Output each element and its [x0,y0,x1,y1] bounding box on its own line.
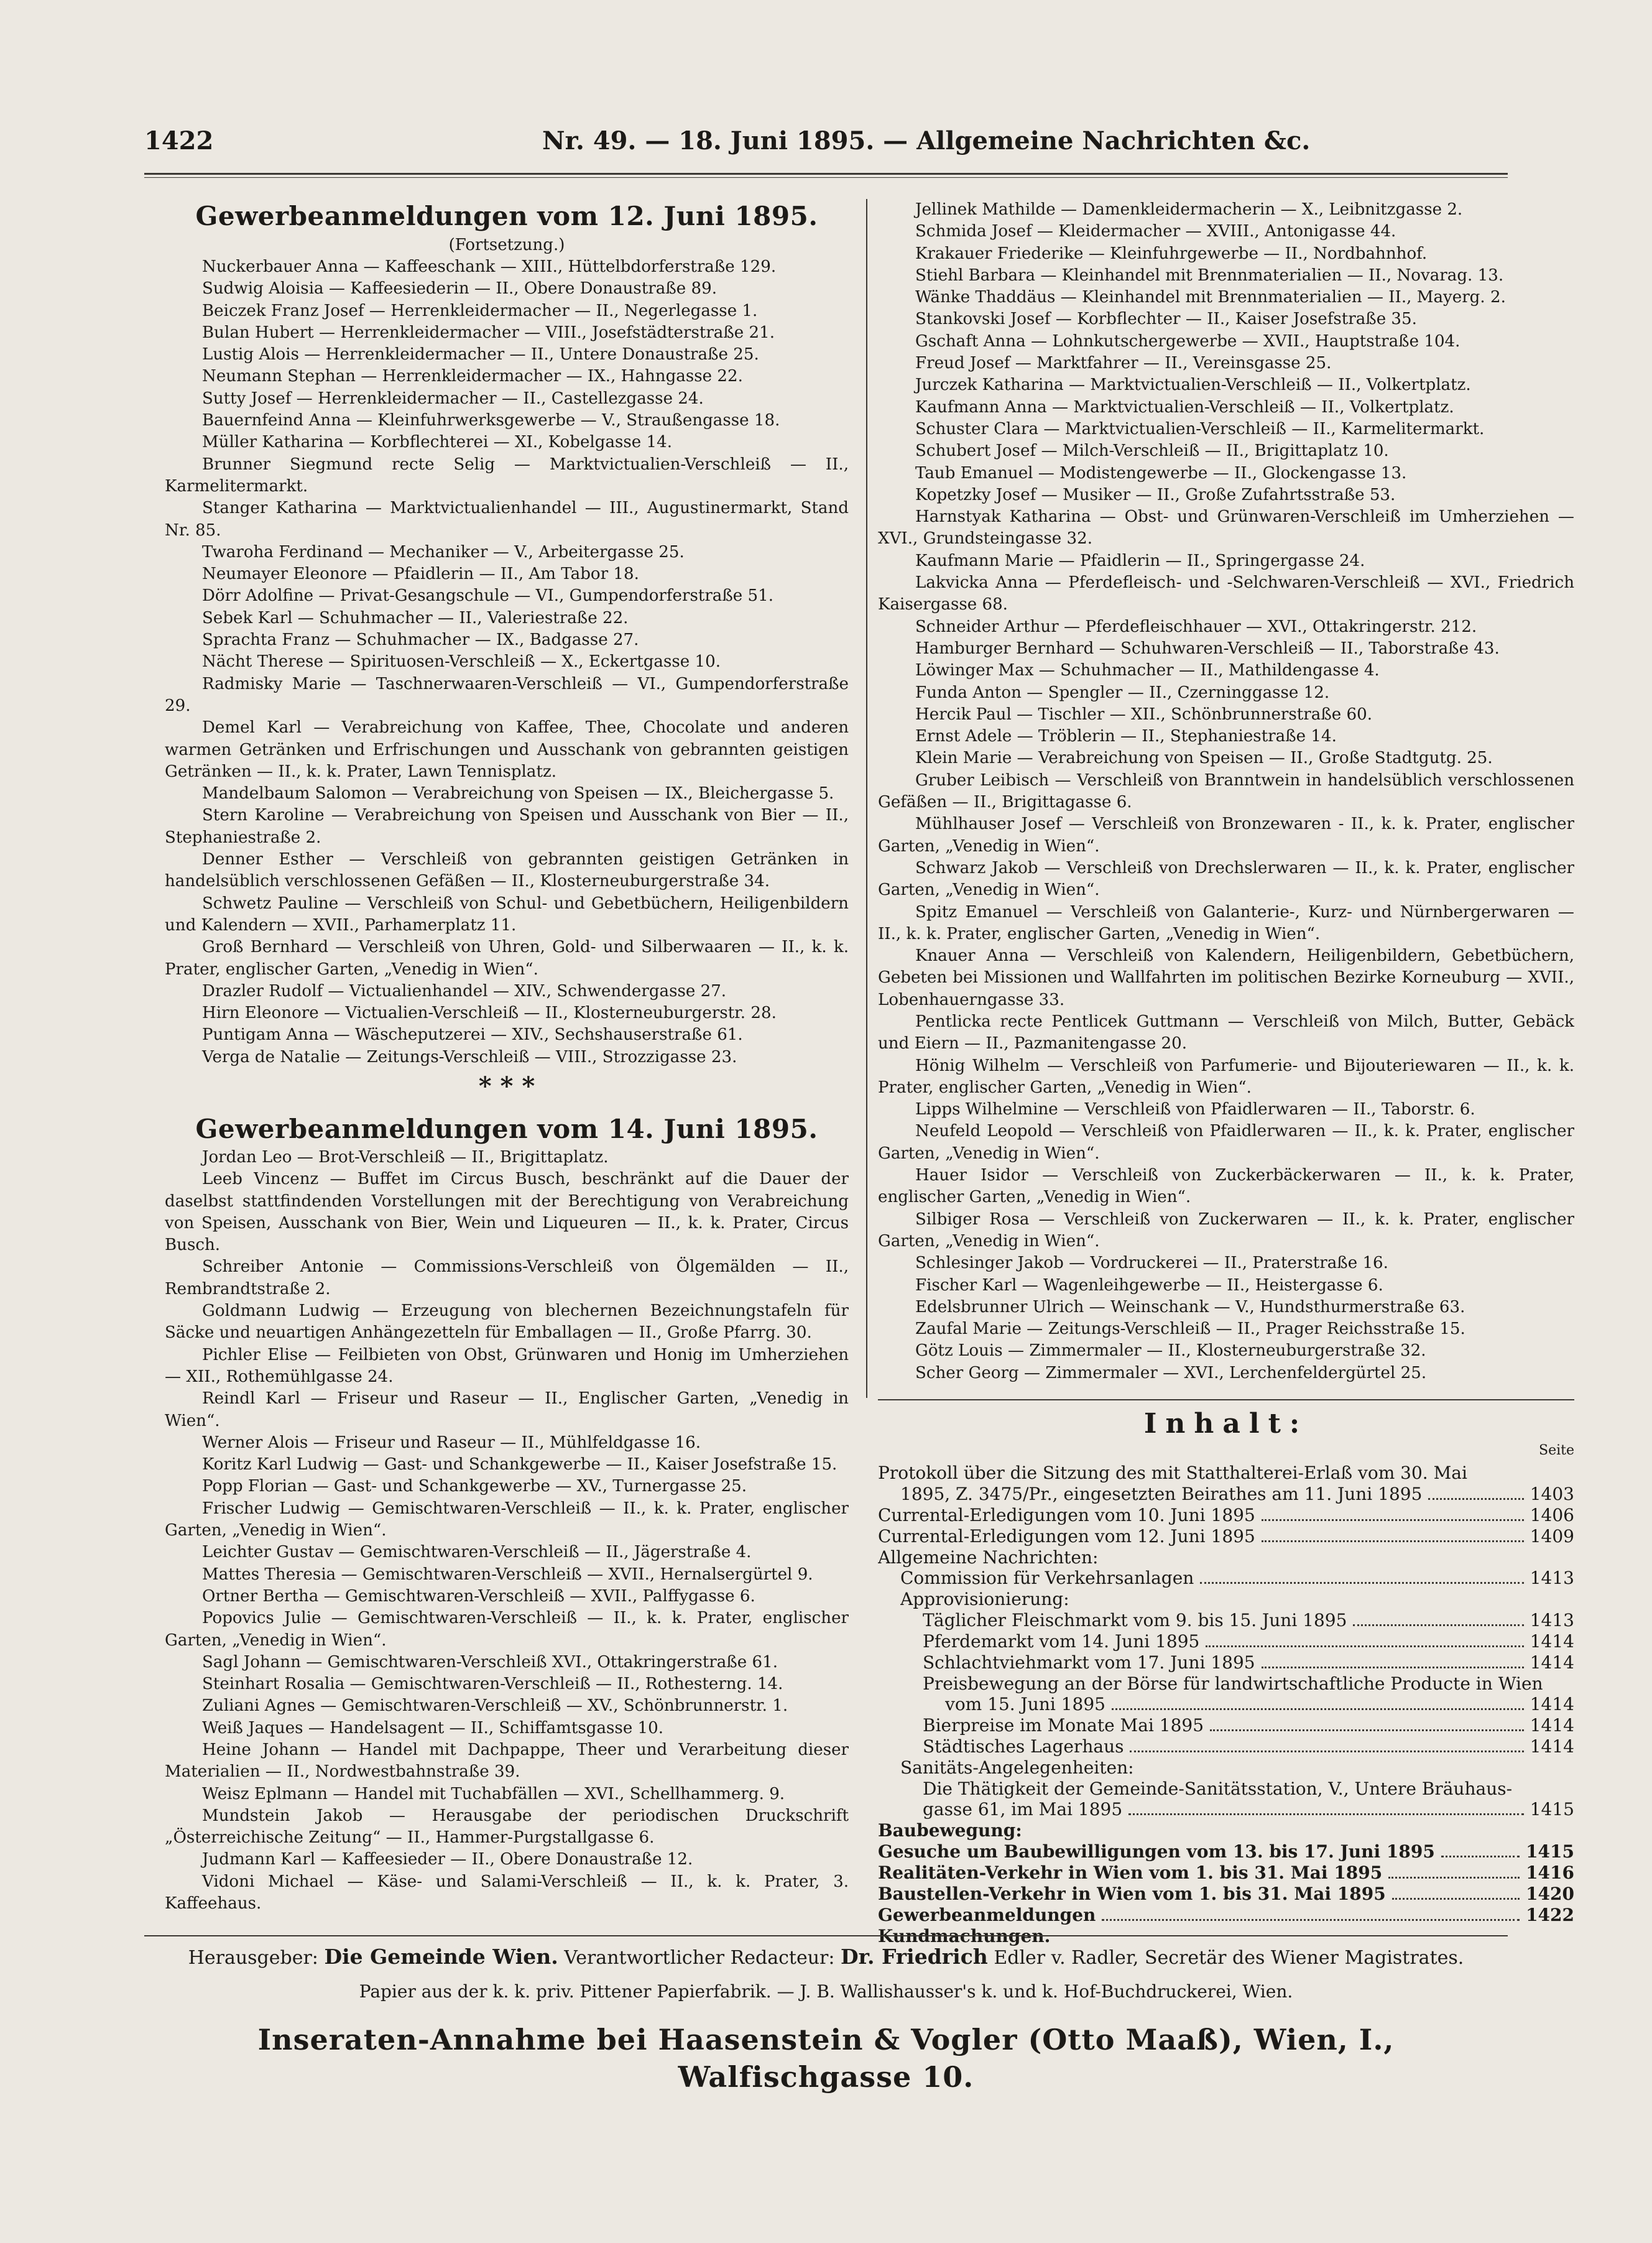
list-item: Heine Johann — Handel mit Dachpappe, Theer und Verarbeitung dieser Materialien — II., Nordwestbahnstraße 39. [165,1741,849,1782]
toc-row [878,1610,1574,1631]
continuation-note: (Fortsetzung.) [448,236,565,254]
list-item: Schlesinger Jakob — Vordruckerei — II., Praterstraße 16. [915,1254,1388,1273]
list-item: Reindl Karl — Friseur und Raseur — II., Englischer Garten, „Venedig in Wien“. [165,1389,849,1430]
toc-seite-label: Seite [1539,1443,1574,1458]
list-item: Schmida Josef — Kleidermacher — XVIII., Antonigasse 44. [915,222,1396,241]
list-item: Müller Katharina — Korbflechterei — XI., Kobelgasse 14. [202,433,673,452]
toc-row [878,1505,1574,1526]
footer-rule [144,1935,1508,1936]
imprint-line [144,1943,1508,1972]
toc-entry-text: Bierpreise im Monate Mai 1895 [923,1715,1204,1736]
toc-row [878,1547,1574,1568]
toc-row [878,1799,1574,1820]
toc-row [878,1905,1574,1926]
list-item: Krakauer Friederike — Kleinfuhrgewerbe — II., Nordbahnhof. [915,244,1428,263]
list-item: Leichter Gustav — Gemischtwaren-Verschleiß — II., Jägerstraße 4. [202,1543,752,1562]
toc-row [878,1589,1574,1610]
list-item: Freud Josef — Marktfahrer — II., Vereinsgasse 25. [915,354,1332,373]
list-item: Drazler Rudolf — Victualienhandel — XIV., Schwendergasse 27. [202,981,727,1001]
list-item: Neumann Stephan — Herrenkleidermacher — IX., Hahngasse 22. [202,367,743,386]
list-item: Zaufal Marie — Zeitungs-Verschleiß — II., Prager Reichsstraße 15. [915,1320,1465,1339]
toc-row [878,1526,1574,1547]
list-item: Nuckerbauer Anna — Kaffeeschank — XIII., Hüttelbdorferstraße 129. [202,257,777,276]
toc-entry-text: Preisbewegung an der Börse für landwirtschaftliche Producte in Wien [923,1673,1543,1694]
list-item: Harnstyak Katharina — Obst- und Grünwaren-Verschleiß im Umherziehen — XVI., Grundsteingasse 32. [878,507,1574,548]
list-item: Sudwig Aloisia — Kaffeesiederin — II., Obere Donaustraße 89. [202,279,718,298]
toc-leader-dots [1428,1498,1523,1500]
toc-row [878,1841,1574,1862]
printer-line: Papier aus der k. k. priv. Pittener Papierfabrik. — J. B. Wallishausser's k. und k. Hof-Buchdruckerei, Wien. [359,1981,1293,2002]
entries-12-juni [165,256,849,1068]
toc-leader-dots [1102,1919,1520,1921]
list-item: Kopetzky Josef — Musiker — II., Große Zufahrtsstraße 53. [915,485,1396,504]
toc-rows [878,1463,1574,1946]
list-item: Nächt Therese — Spirituosen-Verschleiß — X., Eckertgasse 10. [202,652,721,672]
toc-entry-text: Städtisches Lagerhaus [923,1736,1124,1757]
toc-row [878,1778,1574,1800]
running-head [144,121,1508,159]
toc-row [878,1715,1574,1736]
toc-page-number: 1416 [1526,1862,1574,1883]
toc-leader-dots [1128,1813,1524,1815]
list-item: Zuliani Agnes — Gemischtwaren-Verschleiß — XV., Schönbrunnerstr. 1. [202,1696,788,1716]
list-item: Neufeld Leopold — Verschleiß von Pfaidlerwaren — II., k. k. Prater, englischer Garten, „Venedig in Wien“. [878,1122,1574,1163]
list-item: Götz Louis — Zimmermaler — II., Klosterneuburgerstraße 32. [915,1341,1426,1361]
toc-entry-text: Baubewegung: [878,1820,1022,1841]
list-item: Dörr Adolfine — Privat-Gesangschule — VI., Gumpendorferstraße 51. [202,586,774,606]
toc-row [878,1736,1574,1757]
list-item: Mühlhauser Josef — Verschleiß von Bronzewaren - II., k. k. Prater, englischer Garten, „Venedig in Wien“. [878,815,1574,856]
entries-right [878,199,1574,1384]
list-item: Pichler Elise — Feilbieten von Obst, Grünwaren und Honig im Umherziehen — XII., Rothemühlgasse 24. [165,1345,849,1386]
right-column [878,199,1574,1384]
list-item: Hercik Paul — Tischler — XII., Schönbrunnerstraße 60. [915,705,1372,724]
section-heading-12-juni: Gewerbeanmeldungen vom 12. Juni 1895. [195,201,818,231]
toc-leader-dots [1441,1856,1520,1857]
list-item: Popp Florian — Gast- und Schankgewerbe — XV., Turnergasse 25. [202,1477,747,1496]
list-item: Stern Karoline — Verabreichung von Speisen und Ausschank von Bier — II., Stephaniestraße 2. [165,806,849,847]
list-item: Löwinger Max — Schuhmacher — II., Mathildengasse 4. [915,661,1380,680]
toc-entry-text: Realitäten-Verkehr in Wien vom 1. bis 31. Mai 1895 [878,1862,1383,1883]
list-item: Leeb Vincenz — Buffet im Circus Busch, beschränkt auf die Dauer der daselbst stattfindenden Vorstellungen mit der Berechtigung von Verabreichung von Speisen, Ausschank von Bier, Wein und Liqueuren — II., k. k. Prater, Circus Busch. [165,1170,849,1255]
toc-page-number: 1420 [1526,1883,1574,1904]
toc-page-number: 1415 [1530,1799,1574,1820]
section-separator: * * * [478,1071,535,1101]
list-item: Mandelbaum Salomon — Verabreichung von Speisen — IX., Bleichergasse 5. [202,784,834,803]
list-item: Sebek Karl — Schuhmacher — II., Valeriestraße 22. [202,608,629,627]
list-item: Weisz Eplmann — Handel mit Tuchabfällen — XVI., Schellhammerg. 9. [202,1784,785,1803]
list-item: Demel Karl — Verabreichung von Kaffee, Thee, Chocolate und anderen warmen Getränken und Erfrischungen und Ausschank von gebrannten geistigen Getränken — II., k. k. Prater, Lawn Tennisplatz. [165,718,849,781]
list-item: Hirn Eleonore — Victualien-Verschleiß — II., Klosterneuburgerstr. 28. [202,1004,777,1023]
list-item: Wänke Thaddäus — Kleinhandel mit Brennmaterialien — II., Mayerg. 2. [915,288,1506,307]
list-item: Puntigam Anna — Wäscheputzerei — XIV., Sechshauserstraße 61. [202,1025,743,1045]
list-item: Koritz Karl Ludwig — Gast- und Schankgewerbe — II., Kaiser Josefstraße 15. [202,1455,838,1474]
list-item: Schwarz Jakob — Verschleiß von Drechslerwaren — II., k. k. Prater, englischer Garten, „Venedig in Wien“. [878,858,1574,900]
list-item: Schubert Josef — Milch-Verschleiß — II., Brigittaplatz 10. [915,442,1389,461]
toc-page-number: 1409 [1530,1525,1574,1547]
list-item: Beiczek Franz Josef — Herrenkleidermacher — II., Negerlegasse 1. [202,301,758,320]
toc-row [878,1652,1574,1673]
toc-page-number: 1414 [1530,1694,1574,1714]
list-item: Werner Alois — Friseur und Raseur — II., Mühlfeldgasse 16. [202,1433,701,1452]
list-item: Steinhart Rosalia — Gemischtwaren-Verschleiß — II., Rothesterng. 14. [202,1675,783,1694]
header-rule [144,173,1508,175]
imprint-prefix: Herausgeber: [188,1947,325,1969]
list-item: Schuster Clara — Marktvictualien-Verschleiß — II., Karmelitermarkt. [915,419,1485,438]
list-item: Stanger Katharina — Marktvictualienhandel — III., Augustinermarkt, Stand Nr. 85. [165,499,849,540]
column-divider [866,199,867,1398]
toc-page-number: 1413 [1530,1609,1574,1630]
list-item: Lakvicka Anna — Pferdefleisch- und -Selchwaren-Verschleiß — XVI., Friedrich Kaisergasse 68. [878,573,1574,614]
toc-leader-dots [1262,1667,1524,1668]
toc-leader-dots [1206,1645,1523,1647]
toc-leader-dots [1210,1729,1524,1731]
list-item: Klein Marie — Verabreichung von Speisen — II., Große Stadtgutg. 25. [915,749,1493,768]
toc-row [878,1484,1574,1505]
list-item: Schwetz Pauline — Verschleiß von Schul- und Gebetbüchern, Heiligenbildern und Kalendern — XVII., Parhamerplatz 11. [165,894,849,935]
list-item: Gruber Leibisch — Verschleiß von Branntwein in handelsüblich verschlossenen Gefäßen — II., Brigittagasse 6. [878,770,1574,812]
list-item: Brunner Siegmund recte Selig — Marktvictualien-Verschleiß — II., Karmelitermarkt. [165,455,849,496]
toc-page-number: 1414 [1530,1630,1574,1652]
toc-page-number: 1414 [1530,1715,1574,1736]
list-item: Bulan Hubert — Herrenkleidermacher — VIII., Josefstädterstraße 21. [202,323,775,342]
list-item: Hönig Wilhelm — Verschleiß von Parfumerie- und Bijouteriewaren — II., k. k. Prater, englischer Garten, „Venedig in Wien“. [878,1056,1574,1097]
toc-page-number: 1413 [1530,1568,1574,1588]
list-item: Lustig Alois — Herrenkleidermacher — II., Untere Donaustraße 25. [202,345,759,364]
list-item: Mundstein Jakob — Herausgabe der periodischen Druckschrift „Österreichische Zeitung“ — II., Hammer-Purgstallgasse 6. [165,1806,849,1848]
running-head-title: Nr. 49. — 18. Juni 1895. — Allgemeine Nachrichten &c. [542,126,1311,155]
toc-heading: Inhalt: [1143,1408,1309,1440]
list-item: Goldmann Ludwig — Erzeugung von blechernen Bezeichnungstafeln für Säcke und neuartigen Anhängezetteln für Emballagen — II., Große Pfarrg. 30. [165,1302,849,1343]
imprint-editor: Dr. Friedrich [841,1945,988,1969]
toc-page-number: 1414 [1530,1652,1574,1673]
toc-entry-text: gasse 61, im Mai 1895 [923,1799,1123,1820]
toc-entry-text: Protokoll über die Sitzung des mit Statthalterei-Erlaß vom 30. Mai [878,1463,1467,1483]
toc-entry-text: Approvisionierung: [900,1589,1069,1609]
entries-14-juni [165,1147,849,1915]
list-item: Verga de Natalie — Zeitungs-Verschleiß — VIII., Strozzigasse 23. [202,1047,737,1066]
list-item: Pentlicka recte Pentlicek Guttmann — Verschleiß von Milch, Butter, Gebäck und Eiern — II., Pazmanitengasse 20. [878,1012,1574,1053]
imprint-suffix: Edler v. Radler, Secretär des Wiener Magistrates. [987,1947,1464,1969]
list-item: Edelsbrunner Ulrich — Weinschank — V., Hundsthurmerstraße 63. [915,1297,1465,1316]
list-item: Sutty Josef — Herrenkleidermacher — II., Castellezgasse 24. [202,389,704,408]
list-item: Twaroha Ferdinand — Mechaniker — V., Arbeitergasse 25. [202,542,685,562]
list-item: Lipps Wilhelmine — Verschleiß von Pfaidlerwaren — II., Taborstr. 6. [915,1100,1475,1119]
toc-row [878,1862,1574,1884]
list-item: Fischer Karl — Wagenleihgewerbe — II., Heistergasse 6. [915,1275,1383,1295]
list-item: Hamburger Bernhard — Schuhwaren-Verschleiß — II., Taborstraße 43. [915,639,1500,658]
list-item: Popovics Julie — Gemischtwaren-Verschleiß — II., k. k. Prater, englischer Garten, „Venedig in Wien“. [165,1609,849,1650]
list-item: Knauer Anna — Verschleiß von Kalendern, Heiligenbildern, Gebetbüchern, Gebeten bei Missionen und Wallfahrten im politischen Bezirke Korneuburg — XVII., Lobenhauerngasse 33. [878,946,1574,1009]
toc-entry-text: Täglicher Fleischmarkt vom 9. bis 15. Juni 1895 [923,1609,1347,1630]
section-heading-14-juni: Gewerbeanmeldungen vom 14. Juni 1895. [195,1113,818,1144]
list-item: Mattes Theresia — Gemischtwaren-Verschleiß — XVII., Hernalsergürtel 9. [202,1565,813,1584]
toc-leader-dots [1112,1708,1524,1710]
toc-row [878,1568,1574,1589]
toc-entry-text: Commission für Verkehrsanlagen [900,1568,1194,1588]
toc-leader-dots [1200,1582,1523,1584]
toc-leader-dots [1353,1624,1523,1626]
toc-row [878,1463,1574,1484]
list-item: Kaufmann Anna — Marktvictualien-Verschleiß — II., Volkertplatz. [915,397,1454,417]
toc-page-number: 1414 [1530,1736,1574,1757]
imprint-publisher: Die Gemeinde Wien. [324,1945,558,1969]
list-item: Weiß Jaques — Handelsagent — II., Schiffamtsgasse 10. [202,1718,664,1737]
toc-entry-text: Kundmachungen. [878,1925,1051,1946]
list-item: Judmann Karl — Kaffeesieder — II., Obere Donaustraße 12. [202,1850,693,1869]
list-item: Neumayer Eleonore — Pfaidlerin — II., Am Tabor 18. [202,565,639,584]
toc-row [878,1757,1574,1778]
list-item: Jordan Leo — Brot-Verschleiß — II., Brigittaplatz. [202,1147,609,1167]
toc-page-number: 1415 [1526,1841,1574,1862]
toc-entry-text: Allgemeine Nachrichten: [878,1547,1099,1568]
toc-entry-text: Gewerbeanmeldungen [878,1904,1096,1925]
toc-row [878,1694,1574,1715]
toc-entry-text: Pferdemarkt vom 14. Juni 1895 [923,1630,1200,1652]
list-item: Jellinek Mathilde — Damenkleidermacherin — X., Leibnitzgasse 2. [915,200,1463,219]
advertising-line: Inseraten-Annahme bei Haasenstein & Vogler (Otto Maaß), Wien, I., Walfischgasse 10. [257,2023,1395,2094]
list-item: Scher Georg — Zimmermaler — XVI., Lerchenfeldergürtel 25. [915,1363,1427,1382]
list-item: Stankovski Josef — Korbflechter — II., Kaiser Josefstraße 35. [915,310,1417,329]
list-item: Groß Bernhard — Verschleiß von Uhren, Gold- und Silberwaaren — II., k. k. Prater, englischer Garten, „Venedig in Wien“. [165,938,849,979]
list-item: Radmisky Marie — Taschnerwaaren-Verschleiß — VI., Gumpendorferstraße 29. [165,674,849,715]
toc-entry-text: Schlachtviehmarkt vom 17. Juni 1895 [923,1652,1255,1673]
toc-entry-text: Sanitäts-Angelegenheiten: [900,1757,1134,1778]
toc-page-number: 1403 [1530,1483,1574,1504]
toc-page-number: 1422 [1526,1904,1574,1925]
list-item: Vidoni Michael — Käse- und Salami-Verschleiß — II., k. k. Prater, 3. Kaffeehaus. [165,1872,849,1913]
list-item: Bauernfeind Anna — Kleinfuhrwerksgewerbe — V., Straußengasse 18. [202,411,780,430]
toc-row [878,1631,1574,1652]
toc-entry-text: Baustellen-Verkehr in Wien vom 1. bis 31. Mai 1895 [878,1883,1386,1904]
imprint-mid: Verantwortlicher Redacteur: [558,1947,841,1969]
list-item: Gschaft Anna — Lohnkutschergewerbe — XVII., Hauptstraße 104. [915,331,1460,351]
list-item: Schreiber Antonie — Commissions-Verschleiß von Ölgemälden — II., Rembrandtstraße 2. [165,1257,849,1298]
list-item: Hauer Isidor — Verschleiß von Zuckerbäckerwaren — II., k. k. Prater, englischer Garten, „Venedig in Wien“. [878,1166,1574,1207]
list-item: Ortner Bertha — Gemischtwaren-Verschleiß — XVII., Palffygasse 6. [202,1586,755,1606]
list-item: Denner Esther — Verschleiß von gebrannten geistigen Getränken in handelsüblich verschlossenen Gefäßen — II., Klosterneuburgerstraße 34. [165,850,849,891]
header-rule-thin [144,177,1508,178]
list-item: Silbiger Rosa — Verschleiß von Zuckerwaren — II., k. k. Prater, englischer Garten, „Venedig in Wien“. [878,1209,1574,1251]
toc-entry-text: vom 15. Juni 1895 [945,1694,1105,1714]
list-item: Sprachta Franz — Schuhmacher — IX., Badgasse 27. [202,631,639,650]
toc-entry-text: Gesuche um Baubewilligungen vom 13. bis 17. Juni 1895 [878,1841,1435,1862]
page-number: 1422 [144,126,214,155]
list-item: Schneider Arthur — Pferdefleischhauer — XVI., Ottakringerstr. 212. [915,617,1477,636]
toc-row [878,1820,1574,1841]
toc-leader-dots [1262,1540,1524,1542]
toc-entry-text: Currental-Erledigungen vom 12. Juni 1895 [878,1525,1255,1547]
list-item: Ernst Adele — Tröblerin — II., Stephaniestraße 14. [915,727,1337,746]
toc-entry-text: 1895, Z. 3475/Pr., eingesetzten Beirathes am 11. Juni 1895 [900,1483,1423,1504]
list-item: Frischer Ludwig — Gemischtwaren-Verschleiß — II., k. k. Prater, englischer Garten, „Venedig in Wien“. [165,1499,849,1540]
toc-leader-dots [1130,1750,1523,1752]
toc-entry-text: Currental-Erledigungen vom 10. Juni 1895 [878,1504,1255,1525]
toc-leader-dots [1392,1898,1520,1900]
toc-row [878,1884,1574,1905]
list-item: Taub Emanuel — Modistengewerbe — II., Glockengasse 13. [915,463,1407,483]
list-item: Sagl Johann — Gemischtwaren-Verschleiß XVI., Ottakringerstraße 61. [202,1652,778,1672]
list-item: Stiehl Barbara — Kleinhandel mit Brennmaterialien — II., Novarag. 13. [915,266,1504,285]
toc-rule [878,1399,1574,1400]
toc-row [878,1673,1574,1695]
list-item: Funda Anton — Spengler — II., Czerninggasse 12. [915,683,1330,702]
table-of-contents [878,1405,1574,1946]
left-column [165,199,849,1915]
list-item: Spitz Emanuel — Verschleiß von Galanterie-, Kurz- und Nürnbergerwaren — II., k. k. Prater, englischer Garten, „Venedig in Wien“. [878,902,1574,943]
toc-entry-text: Die Thätigkeit der Gemeinde-Sanitätsstation, V., Untere Bräuhaus- [923,1778,1513,1799]
list-item: Jurczek Katharina — Marktvictualien-Verschleiß — II., Volkertplatz. [915,376,1471,395]
toc-page-number: 1406 [1530,1504,1574,1525]
toc-leader-dots [1262,1519,1524,1521]
list-item: Kaufmann Marie — Pfaidlerin — II., Springergasse 24. [915,551,1365,570]
toc-leader-dots [1388,1877,1520,1879]
